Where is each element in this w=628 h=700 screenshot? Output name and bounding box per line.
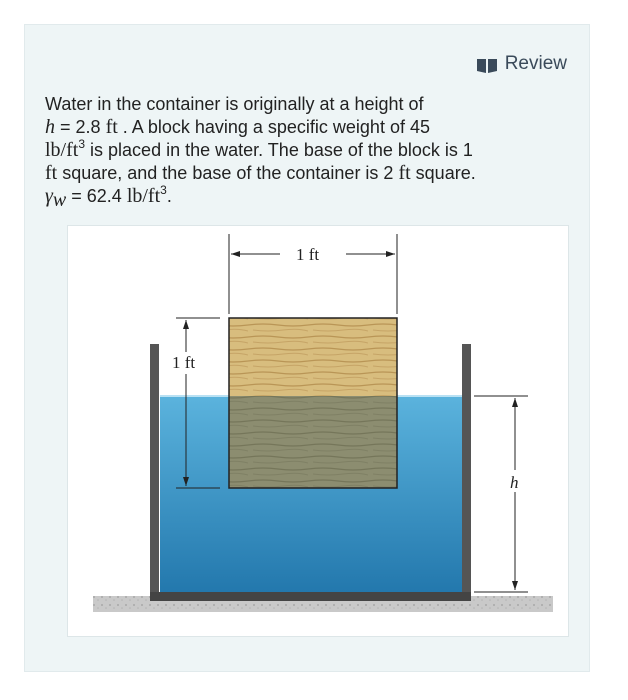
review-link[interactable] (477, 53, 567, 75)
problem-line-3: $lb/ft^3$ is placed in the water. The base of the block is 1 (45, 137, 473, 161)
book-icon (477, 57, 497, 72)
problem-text (45, 93, 575, 211)
container-base (150, 592, 471, 601)
left-dimension-label: 1 ft (172, 353, 196, 372)
block-submerged-part (229, 396, 397, 488)
h-value: 2.8 (75, 117, 101, 137)
problem-line-4: ft square, and the base of the container is 2 ft square. (45, 162, 476, 184)
problem-card (24, 24, 590, 672)
block-dry-part (229, 318, 397, 396)
review-label: Review (504, 53, 567, 74)
top-dimension-label: 1 ft (296, 245, 320, 264)
container-left-wall (150, 344, 159, 596)
gamma-value: 62.4 (86, 186, 122, 206)
container-figure (67, 225, 569, 637)
problem-line-1: Water in the container is originally at a height of (45, 94, 424, 114)
problem-line-2: h = 2.8 ft . A block having a specific weight of 45 (45, 116, 430, 138)
gamma-symbol: γ (45, 185, 53, 207)
problem-line-5: $\gamma_w = 62.4$ $lb/ft^3$. (45, 183, 172, 211)
right-dimension-label: h (510, 473, 519, 492)
container-right-wall (462, 344, 471, 596)
h-symbol: h (45, 116, 55, 138)
figure-svg (68, 226, 568, 636)
